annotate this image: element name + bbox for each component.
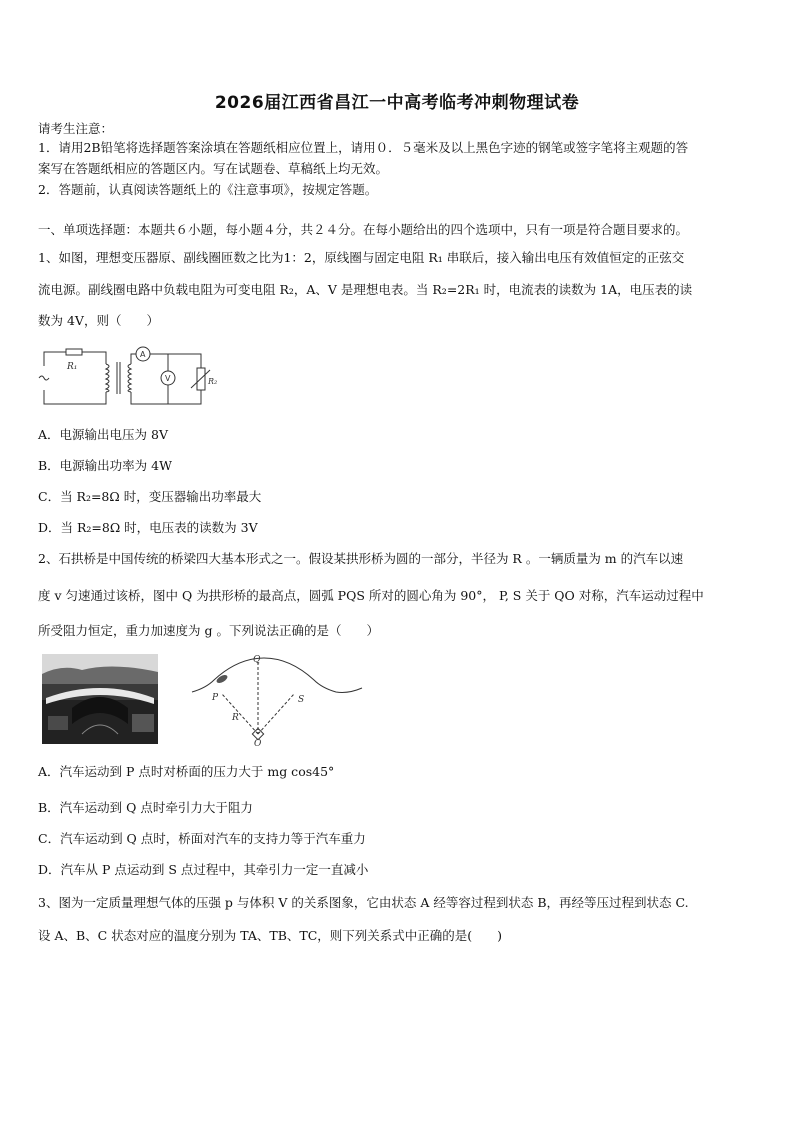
section-heading: 一、单项选择题：本题共６小题，每小题４分，共２４分。在每小题给出的四个选项中，只有一项是符合题目要求的。 bbox=[38, 222, 689, 237]
option-b: B．电源输出功率为 4W bbox=[38, 458, 172, 473]
voltmeter-label: V bbox=[165, 374, 171, 383]
p-label: P bbox=[212, 693, 219, 703]
option-a: A．电源输出电压为 8V bbox=[38, 427, 168, 442]
notice-item: 1．请用2B铅笔将选择题答案涂填在答题纸相应位置上，请用０．５毫米及以上黑色字迹的钢笔或签字笔将主观题的答 bbox=[38, 140, 689, 155]
option-a: A．汽车运动到 P 点时对桥面的压力大于 mg cos45° bbox=[38, 764, 335, 779]
question-2-text: 2、石拱桥是中国传统的桥梁四大基本形式之一。假设某拱形桥为圆的一部分，半径为 R 。一辆质量为 m 的汽车以速 bbox=[38, 551, 684, 566]
option-c: C．汽车运动到 Q 点时，桥面对汽车的支持力等于汽车重力 bbox=[38, 831, 366, 846]
option-b: B．汽车运动到 Q 点时牵引力大于阻力 bbox=[38, 800, 253, 815]
notice-item: 案写在答题纸相应的答题区内。写在试题卷、草稿纸上均无效。 bbox=[38, 161, 389, 176]
question-3-text: 设 A、B、C 状态对应的温度分别为 TA、TB、TC，则下列关系式中正确的是( ) bbox=[38, 928, 503, 943]
ammeter-label: A bbox=[140, 350, 146, 359]
stone-bridge-photo bbox=[42, 654, 158, 744]
question-2-text: 所受阻力恒定，重力加速度为 g 。下列说法正确的是（ ） bbox=[38, 623, 379, 638]
question-1-text: 流电源。副线圈电路中负载电阻为可变电阻 R₂，A、V 是理想电表。当 R₂=2R₁ 时，电流表的读数为 1A，电压表的读 bbox=[38, 282, 693, 297]
notice-heading: 请考生注意： bbox=[38, 121, 114, 136]
notice-item: 2．答题前，认真阅读答题纸上的《注意事项》，按规定答题。 bbox=[38, 182, 378, 197]
r2-label: R₂ bbox=[208, 377, 218, 386]
q-label: Q bbox=[253, 655, 261, 665]
arch-bridge-diagram bbox=[186, 652, 366, 748]
option-d: D．汽车从 P 点运动到 S 点过程中，其牵引力一定一直减小 bbox=[38, 862, 369, 877]
transformer-circuit-diagram bbox=[36, 344, 226, 412]
question-1-text: 数为 4V，则（ ） bbox=[38, 313, 159, 328]
question-1-text: 1、如图，理想变压器原、副线圈匝数之比为1：2，原线圈与固定电阻 R₁ 串联后，接入输出电压有效值恒定的正弦交 bbox=[38, 250, 685, 265]
question-3-text: 3、图为一定质量理想气体的压强 p 与体积 V 的关系图象，它由状态 A 经等容过程到状态 B，再经等压过程到状态 C. bbox=[38, 895, 689, 910]
o-label: O bbox=[254, 739, 262, 748]
s-label: S bbox=[298, 695, 305, 705]
exam-title: 2026届江西省昌江一中高考临考冲刺物理试卷 bbox=[214, 93, 580, 113]
question-2-text: 度 v 匀速通过该桥，图中 Q 为拱形桥的最高点，圆弧 PQS 所对的圆心角为 90°， P, S 关于 QO 对称，汽车运动过程中 bbox=[38, 588, 704, 603]
option-d: D．当 R₂=8Ω 时，电压表的读数为 3V bbox=[38, 520, 258, 535]
r1-label: R₁ bbox=[67, 362, 78, 372]
option-c: C．当 R₂=8Ω 时，变压器输出功率最大 bbox=[38, 489, 262, 504]
r-label: R bbox=[232, 713, 239, 723]
